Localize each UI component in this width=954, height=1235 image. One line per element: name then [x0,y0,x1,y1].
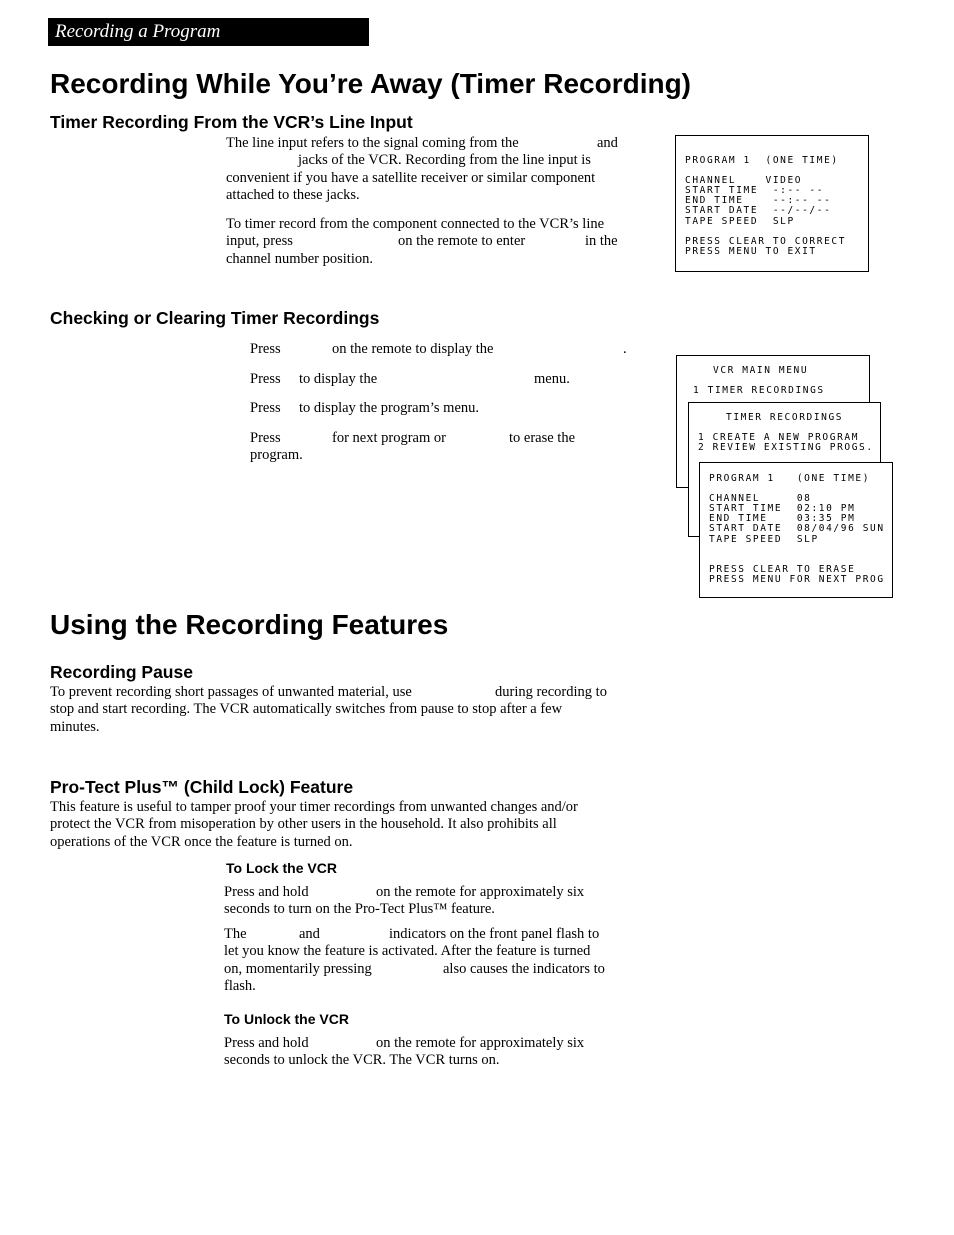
lock-indicators-paragraph [224,926,634,995]
screen-line: 2 REVIEW EXISTING PROGS. [698,442,874,454]
unlock-instructions [224,1035,634,1070]
screen-line: PRESS CLEAR TO ERASE [709,563,856,575]
text-line: on the remote to display the [332,341,494,357]
text-line: The [224,926,247,942]
text-line: let you know the feature is activated. After the feature is turned [224,943,591,960]
line-input-paragraph [226,135,636,204]
subheading-protect-plus: Pro-Tect Plus™ (Child Lock) Feature [50,777,354,797]
text-line: . [623,341,627,357]
text-line: and [299,926,320,942]
text-line: menu. [534,370,570,387]
header-section-title: Recording a Program [55,21,221,42]
protect-plus-paragraph [50,799,650,851]
screen-line: VCR MAIN MENU [713,365,809,376]
screen-line: TIMER RECORDINGS [726,412,844,423]
screen-line: START DATE --/--/-- [685,205,832,217]
screen-line: TAPE SPEED SLP [685,215,795,227]
screen-line: END TIME --:-- -- [685,195,832,207]
text-line: To timer record from the component connected to the VCR’s line [226,216,605,232]
text-line: attached to these jacks. [226,186,360,203]
screen-line: PRESS MENU TO EXIT [685,245,817,257]
text-line: Press [250,430,281,447]
screen-text [693,366,825,396]
text-line: also causes the indicators to [443,960,605,977]
text-line: in the [585,233,618,250]
text-line: Press [250,341,281,357]
text-line: The line input refers to the signal coming from the [226,135,519,151]
screen-line: PRESS CLEAR TO CORRECT [685,235,847,247]
text-line: seconds to turn on the Pro-Tect Plus™ feature. [224,901,495,918]
text-line: jacks of the VCR. Recording from the line input is [298,152,591,169]
screen-line: START DATE 08/04/96 SUN [709,523,885,535]
screen-line [709,545,885,555]
screen-line: PROGRAM 1 (ONE TIME) [709,473,871,484]
screen-line: PRESS MENU FOR NEXT PROG [709,573,885,585]
screen-text [709,474,885,585]
text-line: program. [250,447,303,464]
text-line: convenient if you have a satellite receiver or similar component [226,169,596,186]
line-input-instructions [226,216,636,268]
text-line: To prevent recording short passages of unwanted material, use [50,684,412,700]
screen-text [698,413,874,453]
text-line: This feature is useful to tamper proof your timer recordings from unwanted changes and/or [50,799,578,815]
text-line: indicators on the front panel flash to [389,926,600,942]
text-line: Press and hold [224,884,309,900]
text-line: flash. [224,977,256,994]
subheading-unlock-vcr: To Unlock the VCR [224,1011,349,1027]
text-line: channel number position. [226,250,373,267]
text-line: operations of the VCR once the feature is turned on. [50,833,353,850]
screen-line: CHANNEL 08 [709,493,812,505]
lock-instructions [224,884,634,919]
text-line: Press and hold [224,1035,309,1051]
text-line: on, momentarily pressing [224,960,372,977]
screen-line: START TIME 02:10 PM [709,503,856,515]
subheading-checking-clearing: Checking or Clearing Timer Recordings [50,308,380,328]
program-review-screen [699,462,893,598]
text-line: for next program or [332,430,446,447]
checking-steps [250,341,640,465]
text-line: to erase the [509,430,576,447]
screen-line: PROGRAM 1 (ONE TIME) [685,155,839,166]
text-line: during recording to [495,684,607,700]
text-line: protect the VCR from misoperation by other users in the household. It also prohibits all [50,816,557,833]
text-line: input, press [226,233,293,250]
subheading-line-input: Timer Recording From the VCR’s Line Input [50,112,413,132]
screen-line: 1 TIMER RECORDINGS [693,385,825,397]
screen-line: TAPE SPEED SLP [709,533,819,545]
text-line: to display the [299,370,378,387]
screen-line: START TIME -:-- -- [685,185,825,197]
screen-line: CHANNEL VIDEO [685,175,803,187]
page-title: Recording While You’re Away (Timer Recording) [50,68,692,99]
recording-pause-paragraph [50,684,640,736]
program-line-input-screen [675,135,869,272]
section-title-recording-features: Using the Recording Features [50,609,449,640]
text-line: on the remote for approximately six [376,1035,585,1051]
screen-line: 1 CREATE A NEW PROGRAM [698,432,860,444]
subheading-lock-vcr: To Lock the VCR [226,860,337,876]
text-line: Press [250,370,281,387]
text-line: on the remote to enter [398,233,526,250]
text-line: and [597,135,618,151]
text-line: seconds to unlock the VCR. The VCR turns on. [224,1052,500,1069]
screen-line: END TIME 03:35 PM [709,513,856,525]
text-line: Press [250,400,281,417]
text-line: stop and start recording. The VCR automatically switches from pause to stop after a few [50,701,563,718]
screen-text [685,156,846,257]
text-line: to display the program’s menu. [299,400,480,417]
text-line: on the remote for approximately six [376,884,585,900]
text-line: minutes. [50,718,100,735]
subheading-recording-pause: Recording Pause [50,662,193,682]
